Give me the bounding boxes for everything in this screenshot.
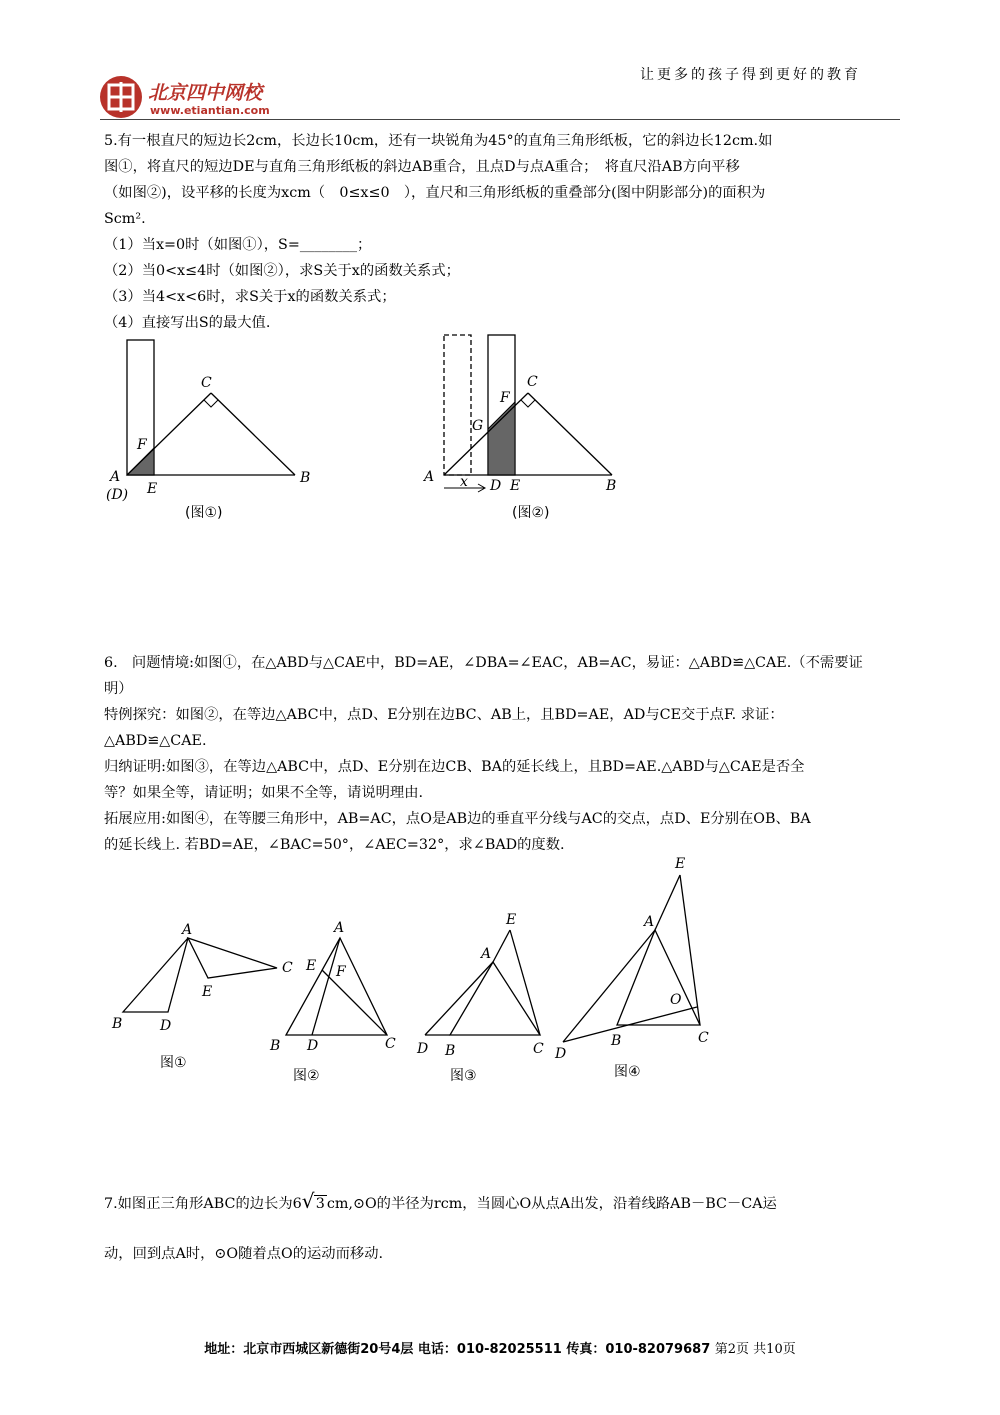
q6-line: 的延长线上. 若BD=AE，∠BAC=50°，∠AEC=32°，求∠BAD的度数.	[104, 837, 565, 853]
q5-line: 图①，将直尺的短边DE与直角三角形纸板的斜边AB重合，且点D与点A重合； 将直尺沿AB方向平移	[104, 159, 740, 175]
q5-line: Scm².	[104, 211, 146, 227]
q6-figure-2	[269, 920, 396, 1054]
right-angle-mark	[521, 400, 535, 407]
point-a-label: A	[334, 920, 345, 936]
q6-line: △ABD≌△CAE.	[104, 733, 207, 749]
q6-figure-1	[111, 922, 293, 1034]
point-c-label: C	[201, 375, 212, 391]
q6-figure-4	[554, 856, 709, 1062]
q5-line: 5.有一根直尺的短边长2cm，长边长10cm，还有一块锐角为45°的直角三角形纸板，它的斜边长12cm.如	[104, 133, 773, 149]
q5-line: （如图②)，设平移的长度为xcm（ 0≤x≤0 ），直尺和三角形纸板的重叠部分(图中阴影部分)的面积为	[104, 185, 766, 201]
logo-url: www.etiantian.com	[150, 104, 270, 117]
q6-line: 拓展应用:如图④，在等腰三角形中，AB=AC，点O是AB边的垂直平分线与AC的交点，点D、E分别在OB、BA	[104, 811, 811, 827]
point-f-label: F	[500, 390, 510, 406]
q5-item: （1）当x=0时（如图①），S=________；	[104, 237, 372, 253]
footer-page-number: 第2页 共10页	[714, 1342, 796, 1357]
point-o-label: O	[670, 992, 682, 1008]
q6-fig4-caption: 图④	[614, 1064, 641, 1080]
logo-name: 北京四中网校	[148, 82, 263, 104]
q6-line: 归纳证明:如图③，在等边△ABC中，点D、E分别在边CB、BA的延长线上，且BD=AE.△ABD与△CAE是否全	[104, 759, 805, 775]
point-d-label: D	[417, 1041, 429, 1057]
point-d-label: (D)	[106, 487, 129, 503]
point-c-label: C	[533, 1041, 544, 1057]
point-c-label: C	[385, 1036, 396, 1052]
q6-figures	[100, 850, 720, 1090]
q6-figure-3	[416, 912, 544, 1059]
q5-fig2-caption: (图②)	[512, 505, 550, 521]
point-e-label: E	[675, 856, 686, 872]
point-b-label: B	[611, 1033, 622, 1049]
header-rule	[100, 119, 900, 120]
point-e-label: E	[306, 958, 317, 974]
q7-line-1-end: cm,⊙O的半径为rcm，当圆心O从点A出发，沿着线路AB－BC－CA运	[326, 1196, 777, 1212]
point-b-label: B	[606, 478, 617, 494]
right-angle-mark	[204, 400, 218, 407]
logo-emblem-icon	[100, 76, 142, 118]
shaded-region	[488, 402, 515, 475]
point-f-label: F	[336, 964, 346, 980]
point-a-label: A	[110, 469, 121, 485]
q5-item: （2）当0<x≤4时（如图②），求S关于x的函数关系式；	[104, 263, 460, 279]
sqrt-radicand: 3	[315, 1196, 325, 1212]
point-a-label: A	[182, 922, 193, 938]
q6-line: 特例探究：如图②，在等边△ABC中，点D、E分别在边BC、AB上，且BD=AE，AD与CE交于点F. 求证：	[104, 707, 784, 723]
sqrt-expression	[302, 1190, 327, 1218]
q5-figure-1	[100, 335, 330, 525]
point-d-label: D	[490, 478, 502, 494]
point-d-label: D	[160, 1018, 172, 1034]
segment-ac	[127, 393, 211, 475]
q6-line: 明）	[104, 681, 133, 697]
point-e-label: E	[506, 912, 517, 928]
q6-line: 等？如果全等，请证明；如果不全等，请说明理由.	[104, 785, 424, 801]
q7-line-1-start: 7.如图正三角形ABC的边长为6	[104, 1196, 302, 1212]
point-a-label: A	[644, 914, 655, 930]
q6-text	[104, 650, 904, 858]
point-g-label: G	[472, 418, 484, 434]
q6-fig2-caption: 图②	[293, 1068, 320, 1084]
q6-fig1-caption: 图①	[160, 1055, 187, 1071]
segment-cb	[211, 393, 295, 475]
q5-text	[104, 128, 904, 336]
header-slogan: 让更多的孩子得到更好的教育	[640, 67, 861, 83]
footer-address: 地址：北京市西城区新德街20号4层 电话：010-82025511 传真：010-82079687	[204, 1342, 711, 1357]
point-b-label: B	[112, 1016, 123, 1032]
q5-figure-2	[420, 330, 635, 505]
point-b-label: B	[270, 1038, 281, 1054]
point-e-label: E	[202, 984, 213, 1000]
q7-text	[104, 1190, 904, 1268]
ruler-original-dashed	[444, 335, 471, 475]
q6-fig3-caption: 图③	[450, 1068, 477, 1084]
point-c-label: C	[698, 1030, 709, 1046]
shift-x-label: x	[460, 474, 468, 490]
q6-line: 6. 问题情境:如图①，在△ABD与△CAE中，BD=AE，∠DBA=∠EAC，AB=AC，易证：△ABD≌△CAE.（不需要证	[104, 655, 863, 671]
q5-item: （3）当4<x<6时，求S关于x的函数关系式；	[104, 289, 396, 305]
point-b-label: B	[300, 470, 311, 486]
segment-cb	[528, 393, 612, 475]
point-e-label: E	[510, 478, 521, 494]
point-d-label: D	[555, 1046, 567, 1062]
point-a-label: A	[481, 946, 492, 962]
school-logo	[100, 76, 290, 124]
point-e-label: E	[147, 481, 158, 497]
q7-line-1	[104, 1190, 904, 1218]
q7-line-2: 动，回到点A时，⊙O随着点O的运动而移动.	[104, 1246, 384, 1262]
point-b-label: B	[445, 1043, 456, 1059]
point-d-label: D	[307, 1038, 319, 1054]
point-f-label: F	[137, 437, 147, 453]
page-footer	[0, 1338, 1000, 1357]
q5-fig1-caption: (图①)	[185, 505, 223, 521]
q5-item: （4）直接写出S的最大值.	[104, 315, 271, 331]
point-a-label: A	[424, 469, 435, 485]
sqrt-icon: √	[301, 1189, 315, 1213]
point-c-label: C	[527, 374, 538, 390]
point-c-label: C	[282, 960, 293, 976]
